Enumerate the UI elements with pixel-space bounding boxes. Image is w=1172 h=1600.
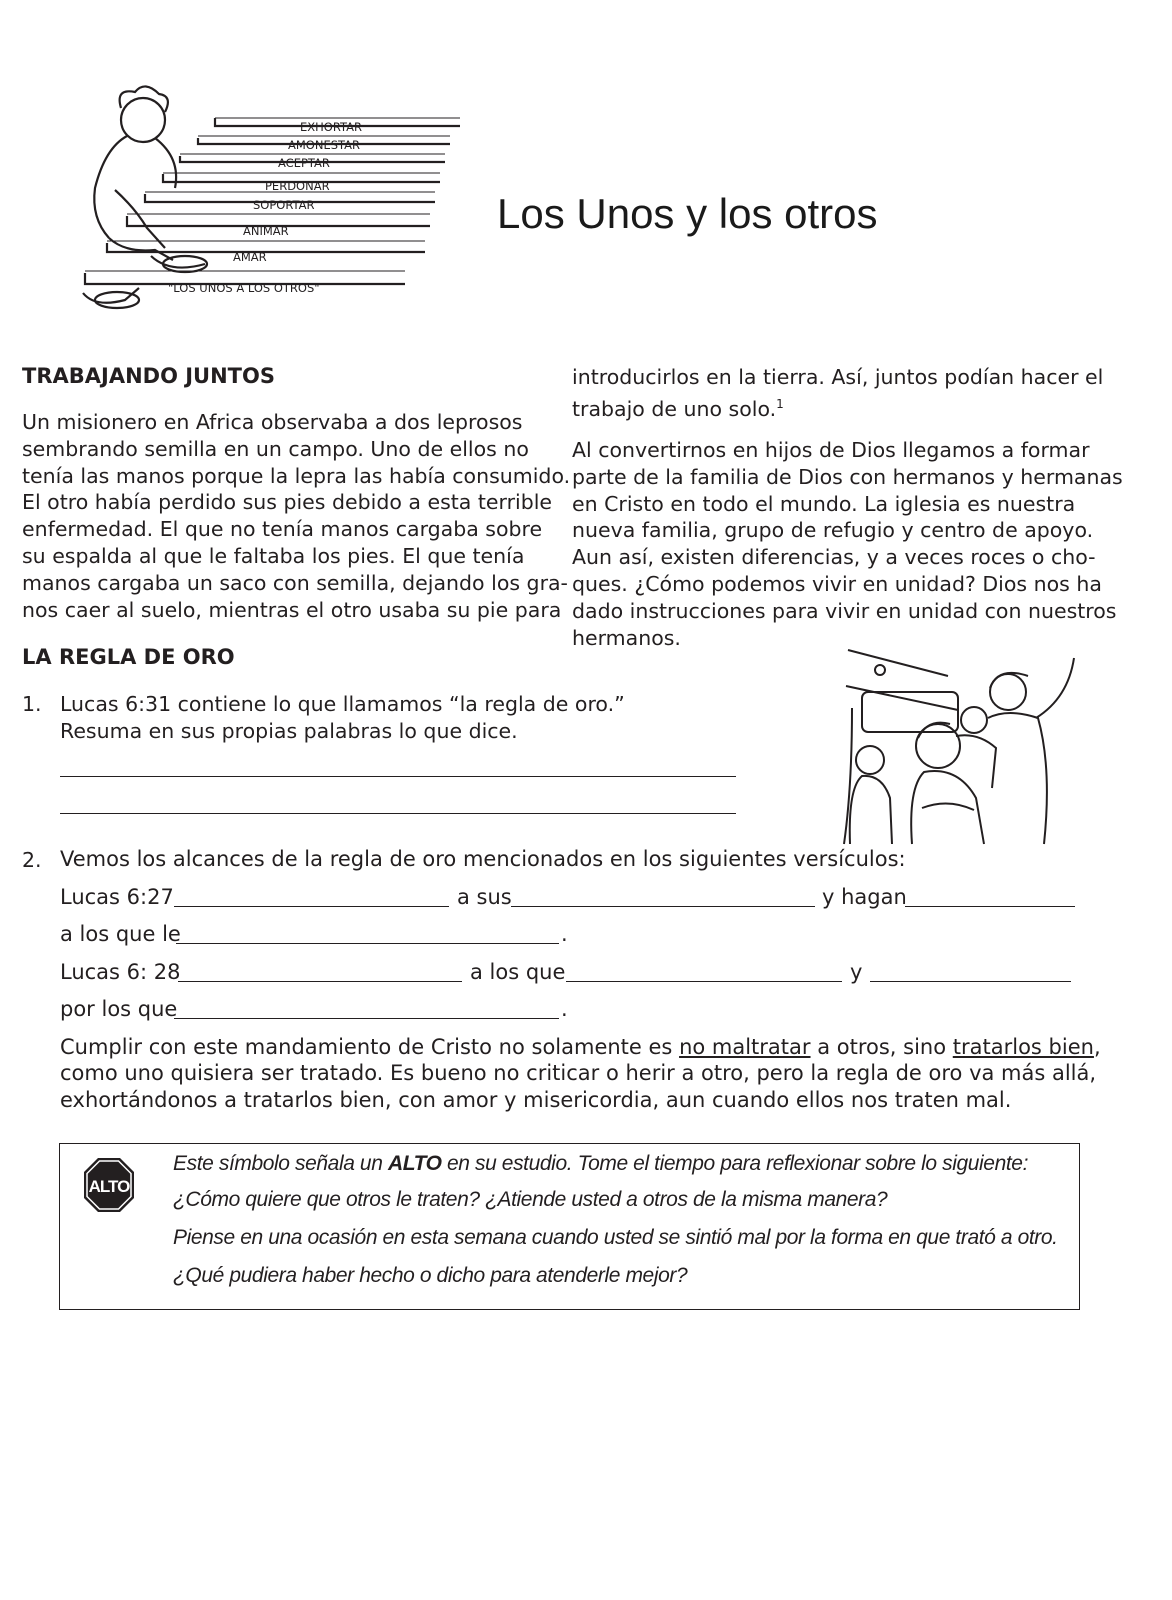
bus-illustration (838, 648, 1083, 848)
story-left-column: Un misionero en Africa observaba a dos leprosos sembrando semilla en un campo. Uno de ellos no tenía las manos porque la lepra las había consumido. El otro había perdido sus pies debido a esta terrible enfermedad. El que no tenía manos cargaba sobre su espalda al que le faltaba los pies. El que tenía manos cargaba un saco con semilla, dejando los gra- nos caer al suelo, mientras el otro usaba su pie para (22, 410, 571, 622)
step-label: AMAR (233, 250, 267, 264)
blank-connector: y (850, 960, 863, 984)
fill-blank[interactable] (511, 906, 815, 907)
question-number: 1. (22, 692, 42, 716)
fill-blank[interactable] (174, 1018, 559, 1019)
stop-sign-icon (82, 1156, 136, 1214)
stop-line: ¿Cómo quiere que otros le traten? ¿Atiende usted a otros de la misma manera? (173, 1188, 888, 1211)
step-label: EXHORTAR (300, 120, 362, 134)
verse-ref: Lucas 6: 28 (60, 960, 181, 984)
closing-paragraph-line: como uno quisiera ser tratado. Es bueno no criticar o herir a otro, pero la regla de oro va más allá, (60, 1061, 1097, 1085)
section-heading: LA REGLA DE ORO (22, 645, 235, 669)
fill-blank[interactable] (174, 906, 449, 907)
step-label: PERDONAR (265, 179, 330, 193)
stop-line: Este símbolo señala un ALTO en su estudio. Tome el tiempo para reflexionar sobre lo siguiente: (173, 1152, 1029, 1175)
blank-connector: a sus (457, 885, 512, 909)
answer-line[interactable] (60, 813, 736, 814)
step-label: SOPORTAR (253, 198, 315, 212)
period: . (561, 997, 568, 1021)
fill-blank[interactable] (176, 943, 559, 944)
closing-paragraph: Cumplir con este mandamiento de Cristo no solamente es no maltratar a otros, sino tratarlos bien, (60, 1035, 1101, 1059)
blank-connector: por los que (60, 997, 178, 1021)
fill-blank[interactable] (870, 981, 1071, 982)
section-heading: TRABAJANDO JUNTOS (22, 364, 275, 388)
verse-ref: Lucas 6:27 (60, 885, 174, 909)
family-paragraph: Al convertirnos en hijos de Dios llegamos a formar parte de la familia de Dios con hermanos y hermanas en Cristo en todo el mundo. La iglesia es nuestra nueva familia, grupo de refugio y centro de apoyo. Aun así, existen diferencias, y a veces roces o cho- ques. ¿Cómo podemos vivir en unidad? Dios nos ha dado instrucciones para vivir en unidad con nuestros hermanos. (572, 438, 1123, 650)
footnote-mark: 1 (776, 396, 784, 411)
question-number: 2. (22, 848, 42, 872)
step-label: AMONESTAR (288, 138, 360, 152)
step-label: ACEPTAR (278, 156, 330, 170)
page-title: Los Unos y los otros (497, 190, 878, 237)
fill-blank[interactable] (178, 981, 462, 982)
stop-line: Piense en una ocasión en esta semana cuando usted se sintió mal por la forma en que trató a otro. (173, 1226, 1058, 1249)
fill-blank[interactable] (905, 906, 1075, 907)
answer-line[interactable] (60, 776, 736, 777)
fill-blank[interactable] (566, 981, 842, 982)
question-1-text: Lucas 6:31 contiene lo que llamamos “la regla de oro.” Resuma en sus propias palabras lo que dice. (60, 692, 625, 743)
story-right-column: introducirlos en la tierra. Así, juntos podían hacer el trabajo de uno solo.$^1$ (572, 365, 1104, 421)
blank-connector: y hagan (822, 885, 907, 909)
question-2-text: Vemos los alcances de la regla de oro mencionados en los siguientes versículos: (60, 847, 906, 871)
blank-connector: a los que (470, 960, 566, 984)
closing-paragraph-line: exhortándonos a tratarlos bien, con amor y misericordia, aun cuando ellos nos traten mal. (60, 1088, 1012, 1112)
stairs-caption: "LOS UNOS A LOS OTROS" (168, 281, 320, 295)
stop-line: ¿Qué pudiera haber hecho o dicho para atenderle mejor? (173, 1264, 688, 1287)
period: . (561, 922, 568, 946)
stop-sign-label: ALTO (88, 1177, 130, 1196)
stairs-illustration (55, 78, 465, 333)
blank-connector: a los que le (60, 922, 181, 946)
step-label: ANIMAR (243, 224, 289, 238)
